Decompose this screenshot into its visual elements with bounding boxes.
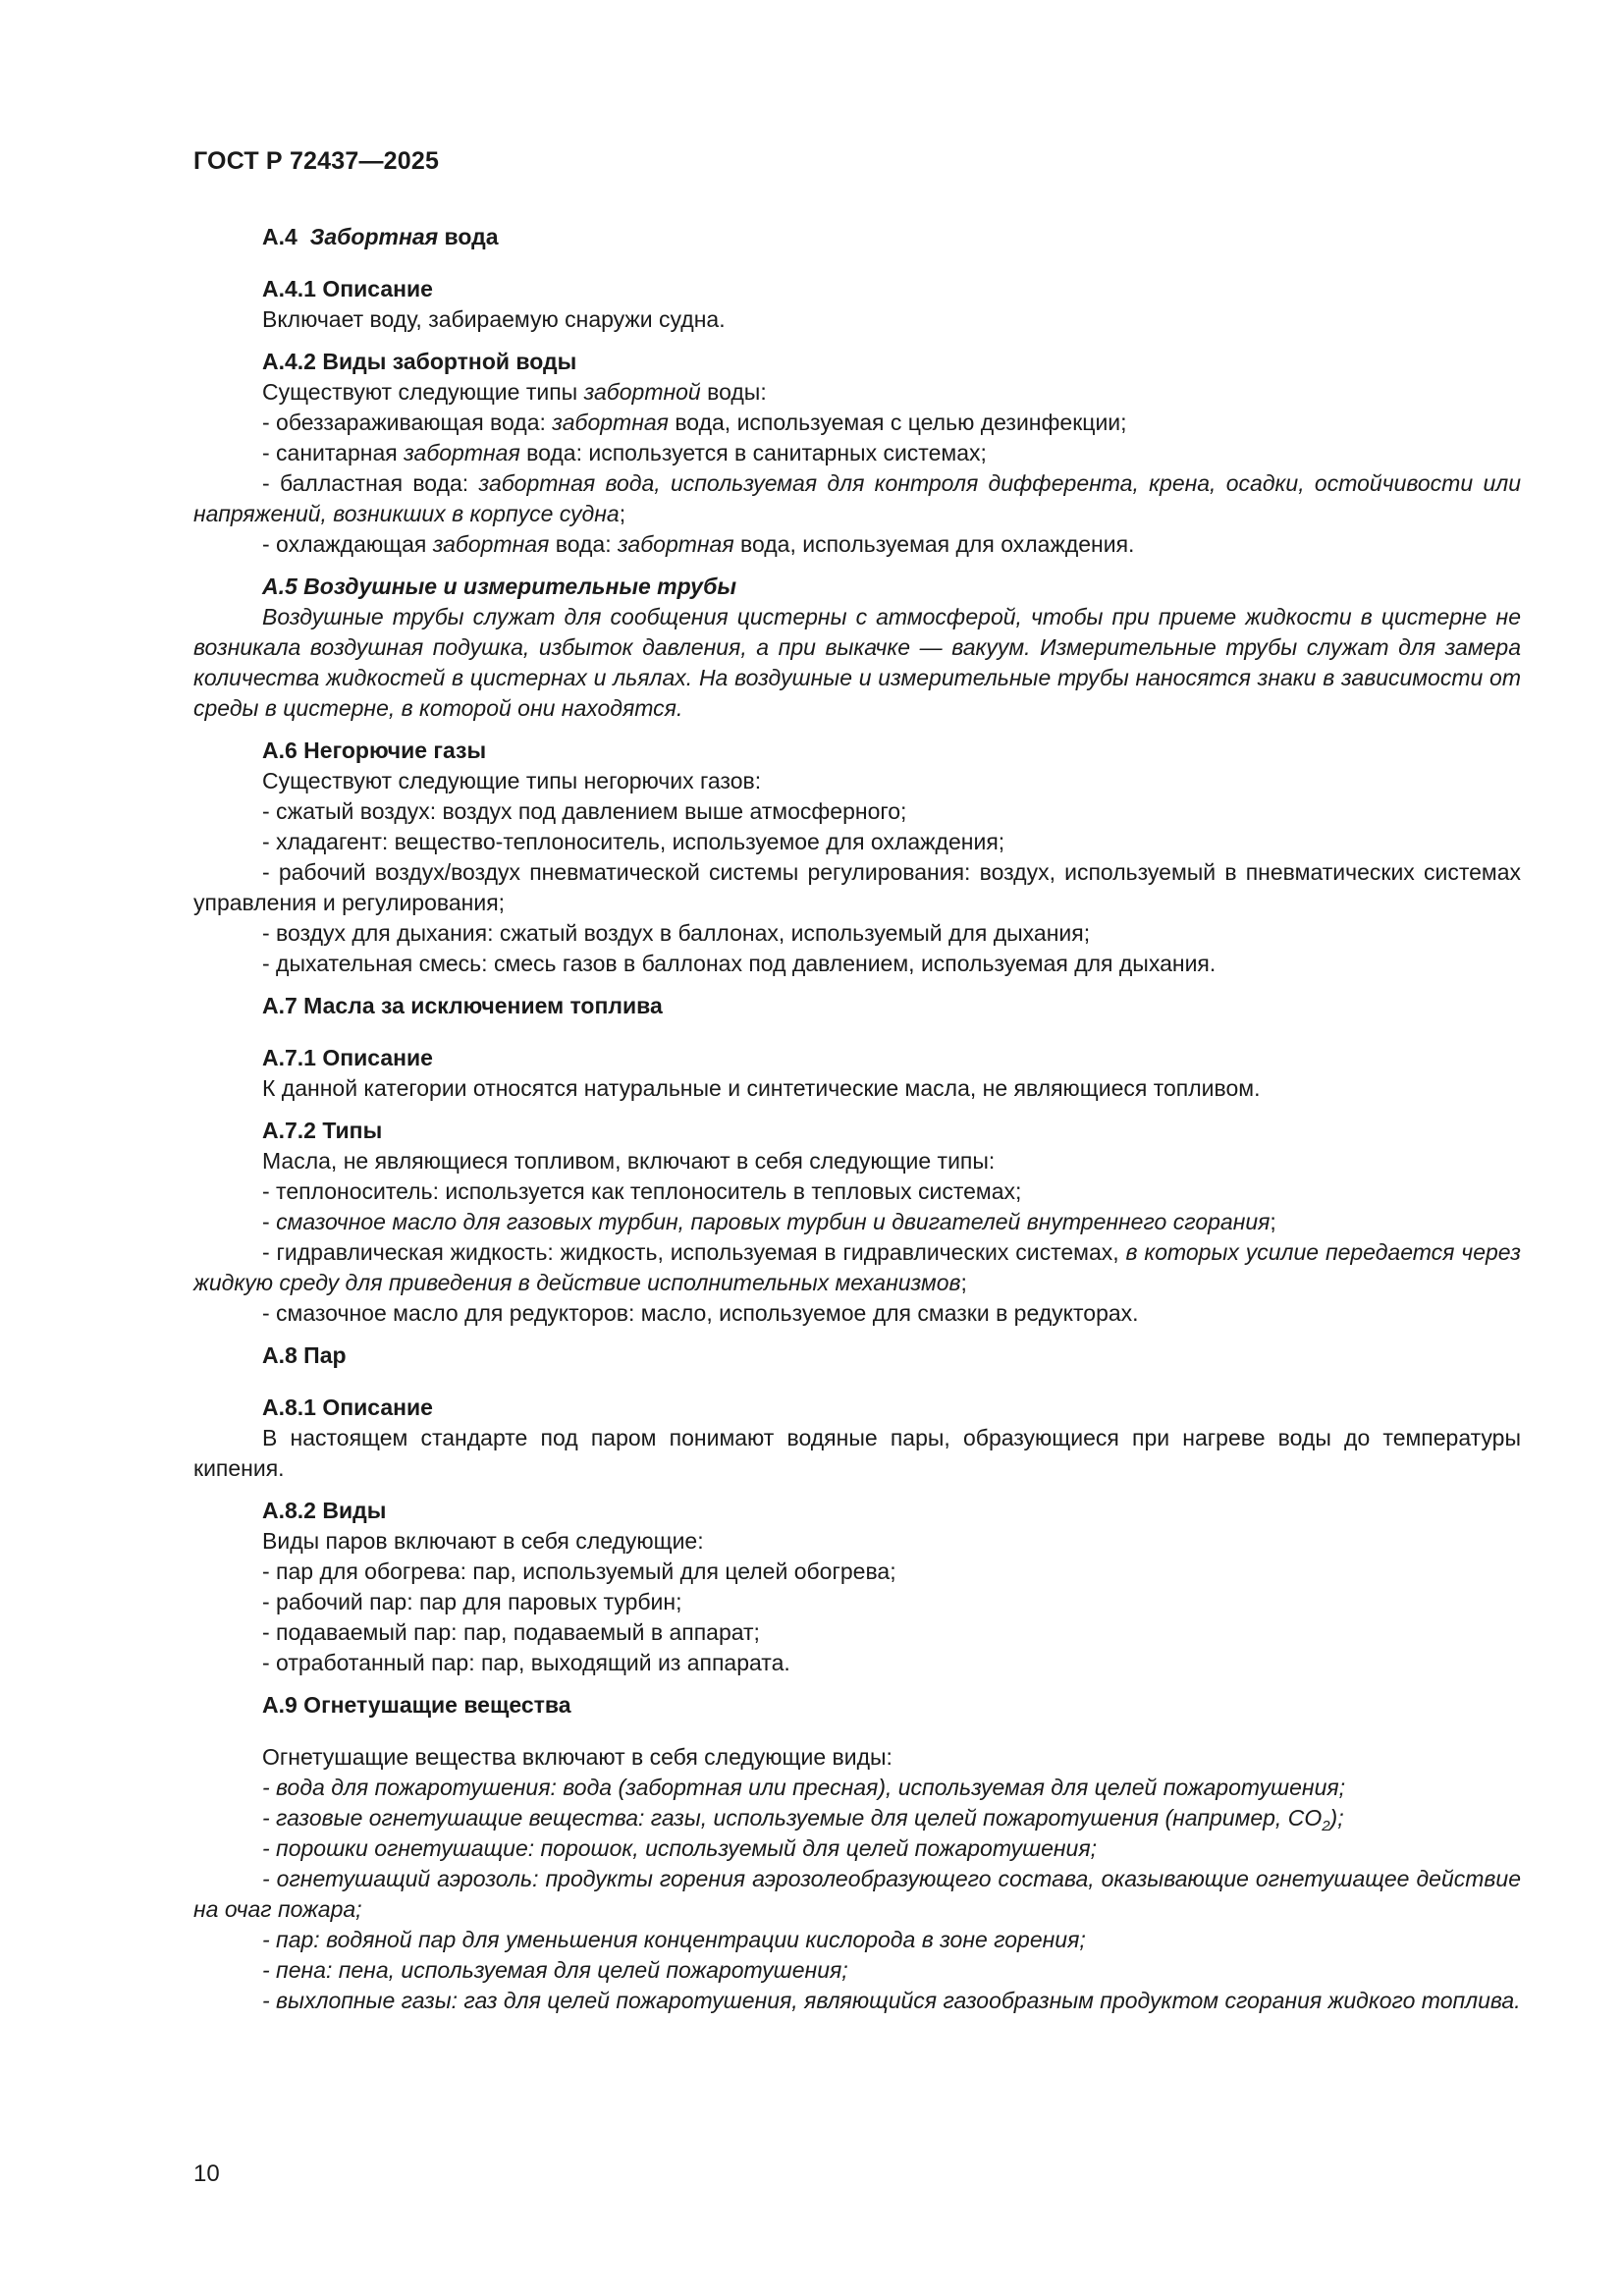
- section-a7-heading: А.7 Масла за исключением топлива: [262, 993, 663, 1018]
- list-item: - подаваемый пар: пар, подаваемый в аппарат;: [262, 1619, 760, 1645]
- list-item: - рабочий пар: пар для паровых турбин;: [262, 1589, 682, 1614]
- list-item: - воздух для дыхания: сжатый воздух в баллонах, используемый для дыхания;: [262, 920, 1091, 946]
- list-item: - хладагент: вещество-теплоноситель, используемое для охлаждения;: [262, 829, 1005, 854]
- list-item: - отработанный пар: пар, выходящий из аппарата.: [262, 1650, 790, 1675]
- list-item: - обеззараживающая вода: забортная вода, используемая с целью дезинфекции;: [262, 410, 1127, 435]
- section-a4-2-intro: Существуют следующие типы забортной воды:: [262, 379, 767, 405]
- section-a4-1-heading: А.4.1 Описание: [262, 276, 433, 301]
- section-a5-text: Воздушные трубы служат для сообщения цистерны с атмосферой, чтобы при приеме жидкости в цистерне не возникала воздушная подушка, избыток давления, а при выкачке — вакуум. Измерительные трубы служат для замера количества жидкостей в цистернах и льялах. На воздушные и измерительные трубы наносятся знаки в зависимости от среды в цистерне, в которой они находятся.: [193, 604, 1521, 721]
- list-item: - балластная вода: забортная вода, используемая для контроля дифферента, крена, осадки, остойчивости или напряжений, возникших в корпусе судна;: [193, 470, 1521, 526]
- list-item: - газовые огнетушащие вещества: газы, используемые для целей пожаротушения (например, $CO_2$);: [262, 1805, 1344, 1834]
- list-item: - смазочное масло для газовых турбин, паровых турбин и двигателей внутреннего сгорания;: [262, 1209, 1276, 1234]
- document-body: [193, 222, 1521, 2016]
- section-a4-2-heading: А.4.2 Виды забортной воды: [262, 349, 577, 374]
- list-item: - охлаждающая забортная вода: забортная вода, используемая для охлаждения.: [262, 531, 1135, 557]
- section-a4-heading: А.4 Забортная вода: [262, 224, 499, 249]
- list-item: - смазочное масло для редукторов: масло, используемое для смазки в редукторах.: [262, 1300, 1139, 1326]
- list-item: - пена: пена, используемая для целей пожаротушения;: [262, 1957, 848, 1983]
- section-a9-heading: А.9 Огнетушащие вещества: [262, 1692, 571, 1718]
- section-a8-1-heading: А.8.1 Описание: [262, 1394, 433, 1420]
- section-a8-heading: А.8 Пар: [262, 1342, 347, 1368]
- section-a9-intro: Огнетушащие вещества включают в себя следующие виды:: [262, 1744, 893, 1770]
- section-a7-1-heading: А.7.1 Описание: [262, 1045, 433, 1070]
- section-a7-1-text: К данной категории относятся натуральные и синтетические масла, не являющиеся топливом.: [262, 1075, 1261, 1101]
- section-a8-1-text: В настоящем стандарте под паром понимают водяные пары, образующиеся при нагреве воды до температуры кипения.: [193, 1425, 1521, 1481]
- section-a6-heading: А.6 Негорючие газы: [262, 738, 487, 763]
- list-item: - огнетушащий аэрозоль: продукты горения аэрозолеобразующего состава, оказывающие огнетушащее действие на очаг пожара;: [193, 1866, 1521, 1922]
- section-a8-2-heading: А.8.2 Виды: [262, 1498, 387, 1523]
- section-a7-2-intro: Масла, не являющиеся топливом, включают в себя следующие типы:: [262, 1148, 996, 1174]
- list-item: - вода для пожаротушения: вода (забортная или пресная), используемая для целей пожаротушения;: [262, 1775, 1346, 1800]
- section-a4-1-text: Включает воду, забираемую снаружи судна.: [262, 306, 726, 332]
- list-item: - пар для обогрева: пар, используемый для целей обогрева;: [262, 1558, 896, 1584]
- section-a5-heading: А.5 Воздушные и измерительные трубы: [262, 574, 737, 599]
- section-a7-2-heading: А.7.2 Типы: [262, 1118, 383, 1143]
- list-item: - сжатый воздух: воздух под давлением выше атмосферного;: [262, 798, 907, 824]
- list-item: - гидравлическая жидкость: жидкость, используемая в гидравлических системах, в которых усилие передается через жидкую среду для приведения в действие исполнительных механизмов;: [193, 1239, 1522, 1295]
- page-number: 10: [193, 2160, 220, 2187]
- list-item: - порошки огнетушащие: порошок, используемый для целей пожаротушения;: [262, 1835, 1097, 1861]
- section-a8-2-intro: Виды паров включают в себя следующие:: [262, 1528, 704, 1554]
- list-item: - выхлопные газы: газ для целей пожаротушения, являющийся газообразным продуктом сгорания жидкого топлива.: [262, 1988, 1521, 2013]
- list-item: - пар: водяной пар для уменьшения концентрации кислорода в зоне горения;: [262, 1927, 1086, 1952]
- list-item: - дыхательная смесь: смесь газов в баллонах под давлением, используемая для дыхания.: [262, 951, 1217, 976]
- section-a6-intro: Существуют следующие типы негорючих газов:: [262, 768, 762, 793]
- list-item: - рабочий воздух/воздух пневматической системы регулирования: воздух, используемый в пневматических системах управления и регулирования;: [193, 859, 1521, 915]
- list-item: - санитарная забортная вода: используется в санитарных системах;: [262, 440, 987, 465]
- document-code: ГОСТ Р 72437—2025: [193, 147, 440, 175]
- list-item: - теплоноситель: используется как теплоноситель в тепловых системах;: [262, 1178, 1022, 1204]
